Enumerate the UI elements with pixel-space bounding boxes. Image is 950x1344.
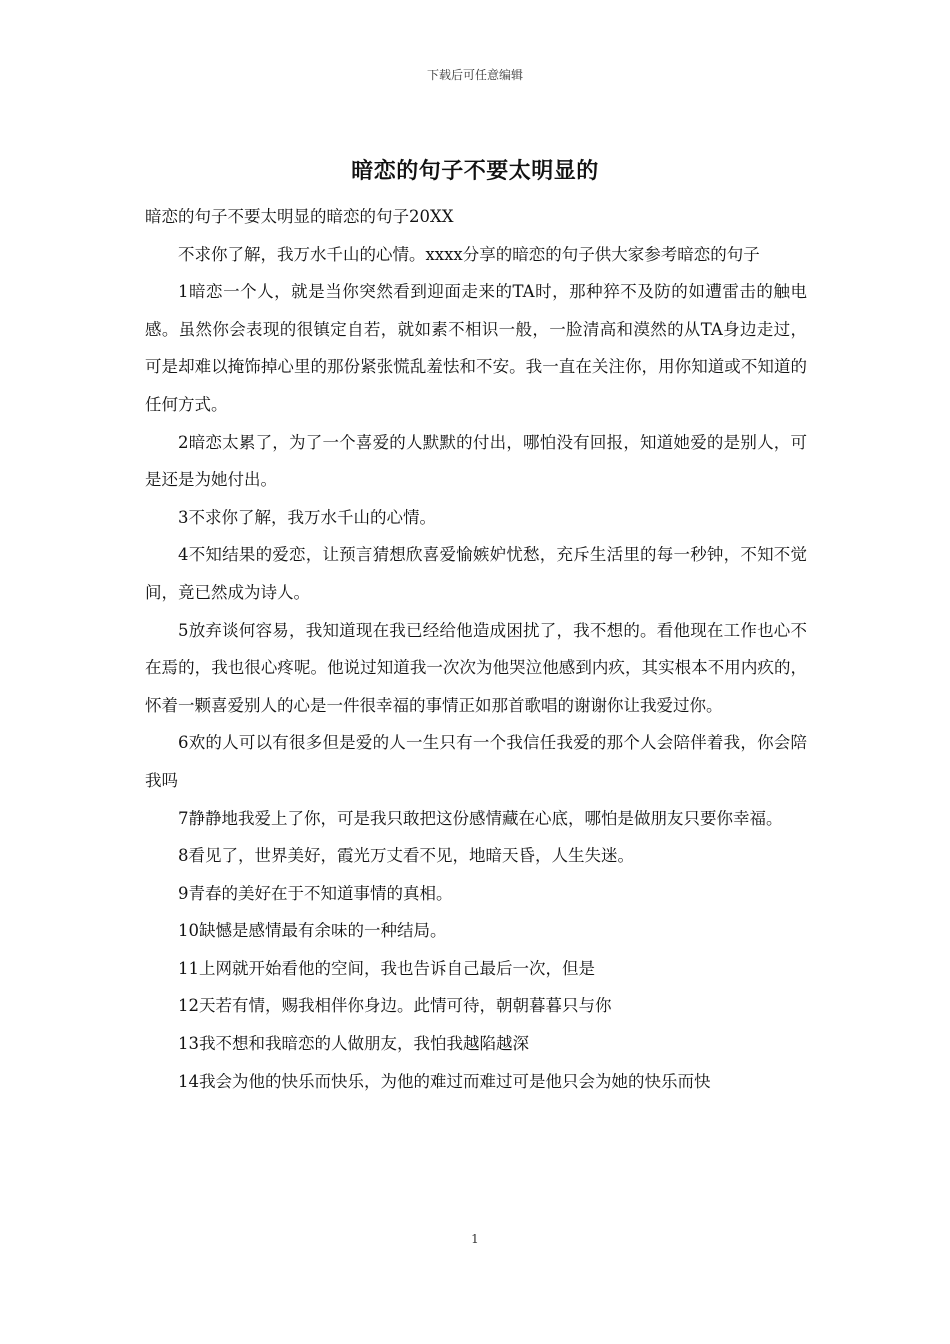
list-item: 14我会为他的快乐而快乐，为他的难过而难过可是他只会为她的快乐而快	[178, 1071, 711, 1091]
list-item: 8看见了，世界美好，霞光万丈看不见，地暗天昏，人生失迷。	[178, 846, 634, 866]
list-item: 13我不想和我暗恋的人做朋友，我怕我越陷越深	[178, 1034, 529, 1054]
document-body	[145, 198, 807, 1100]
list-item: 4不知结果的爱恋，让预言猜想欣喜爱愉嫉妒忧愁，充斥生活里的每一秒钟，不知不觉间，竟已然成为诗人。	[145, 545, 807, 602]
list-item: 5放弃谈何容易，我知道现在我已经给他造成困扰了，我不想的。看他现在工作也心不在焉的，我也很心疼呢。他说过知道我一次次为他哭泣他感到内疚，其实根本不用内疚的，怀着一颗喜爱别人的心是一件很幸福的事情正如那首歌唱的谢谢你让我爱过你。	[145, 620, 807, 715]
intro-paragraph: 不求你了解，我万水千山的心情。xxxx分享的暗恋的句子供大家参考暗恋的句子	[178, 244, 760, 264]
page-number: 1	[471, 1232, 479, 1246]
list-item: 6欢的人可以有很多但是爱的人一生只有一个我信任我爱的那个人会陪伴着我，你会陪我吗	[145, 733, 807, 790]
list-item: 1暗恋一个人，就是当你突然看到迎面走来的TA时，那种猝不及防的如遭雷击的触电感。虽然你会表现的很镇定自若，就如素不相识一般，一脸清高和漠然的从TA身边走过，可是却难以掩饰掉心里的那份紧张慌乱羞怯和不安。我一直在关注你，用你知道或不知道的任何方式。	[145, 282, 807, 414]
list-item: 2暗恋太累了，为了一个喜爱的人默默的付出，哪怕没有回报，知道她爱的是别人，可是还是为她付出。	[145, 432, 807, 490]
list-item: 7静静地我爱上了你，可是我只敢把这份感情藏在心底，哪怕是做朋友只要你幸福。	[178, 808, 783, 828]
list-item: 9青春的美好在于不知道事情的真相。	[178, 883, 453, 903]
list-item: 12天若有情，赐我相伴你身边。此情可待，朝朝暮暮只与你	[178, 996, 612, 1016]
subtitle-line: 暗恋的句子不要太明显的暗恋的句子20XX	[145, 207, 454, 226]
list-item: 11上网就开始看他的空间，我也告诉自己最后一次，但是	[178, 958, 595, 978]
header-note: 下载后可任意编辑	[426, 68, 523, 82]
list-item: 10缺憾是感情最有余味的一种结局。	[178, 921, 447, 941]
document-title: 暗恋的句子不要太明显的	[351, 159, 599, 184]
list-item: 3不求你了解，我万水千山的心情。	[178, 507, 436, 527]
